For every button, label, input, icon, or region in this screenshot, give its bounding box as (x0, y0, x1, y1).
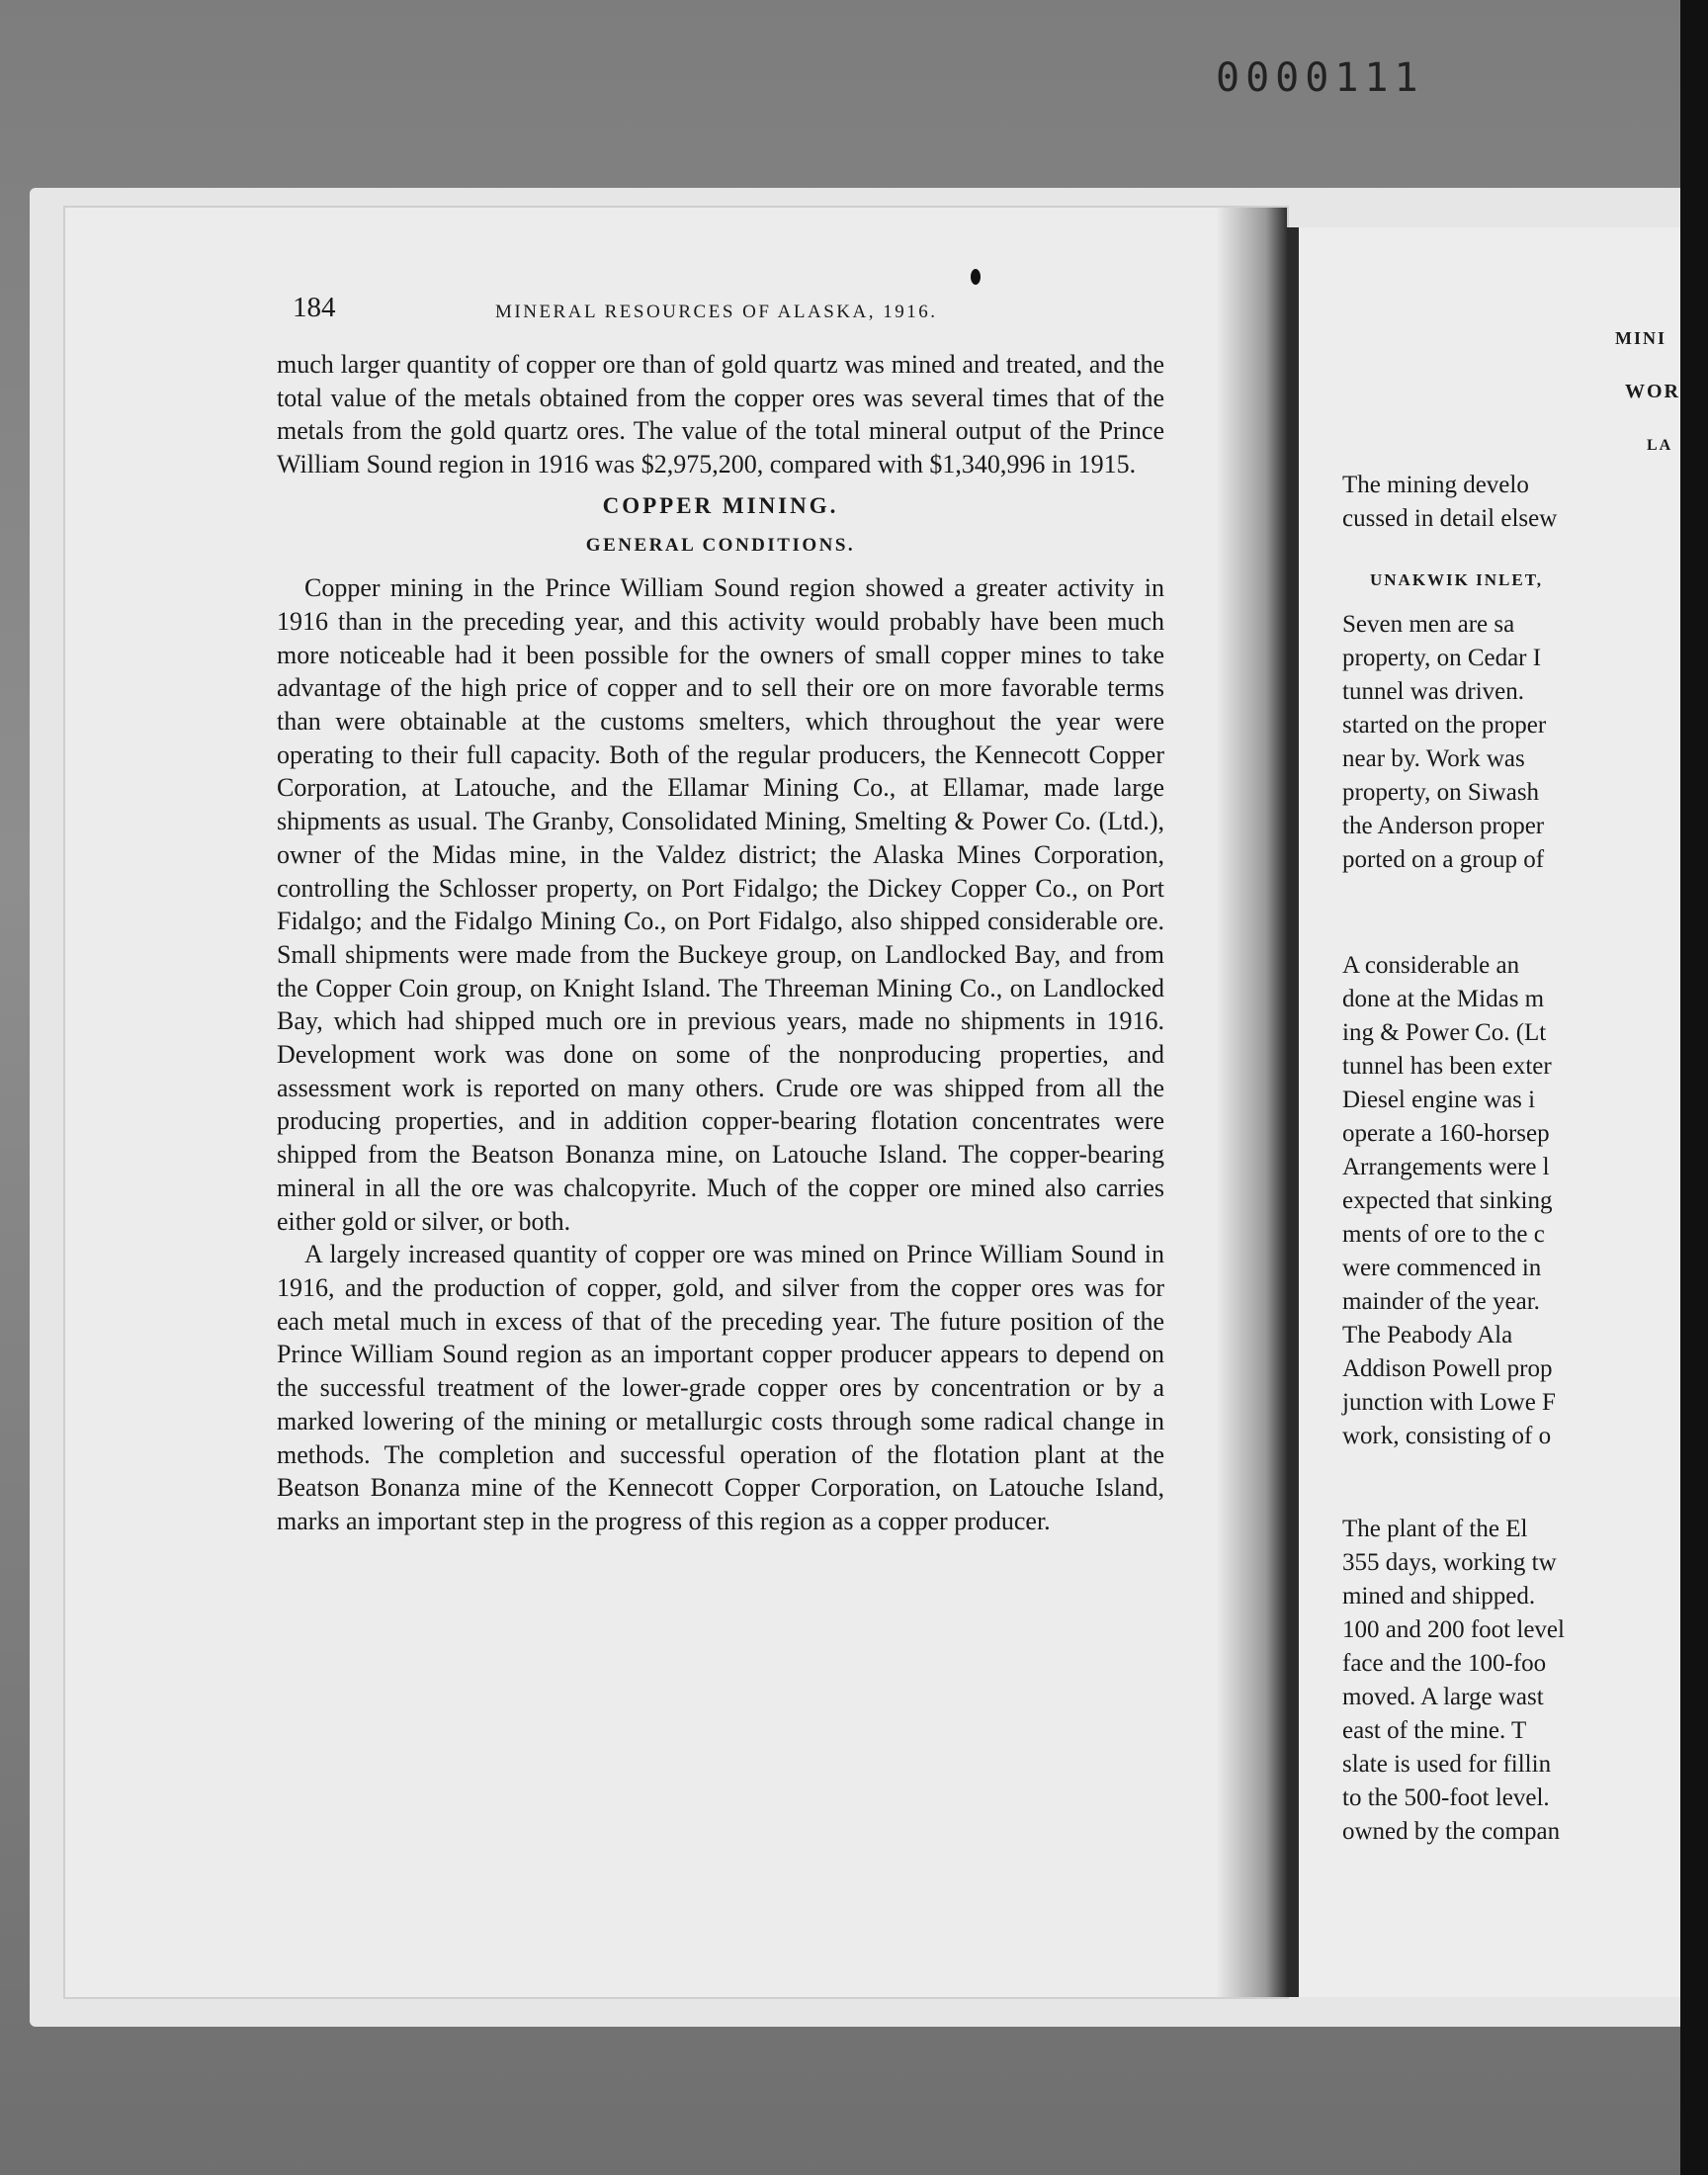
right-line: operate a 160-horsep (1342, 1120, 1550, 1147)
right-line: done at the Midas m (1342, 986, 1545, 1012)
right-line: Seven men are sa (1342, 611, 1515, 638)
archive-stamp-number: 0000111 (1216, 55, 1424, 101)
ink-speck (971, 269, 981, 285)
right-line: mainder of the year. (1342, 1288, 1540, 1315)
page-header (293, 292, 984, 331)
right-line: ported on a group of (1342, 846, 1545, 873)
right-heading-2: LA (1647, 437, 1673, 454)
right-line: The plant of the El (1342, 1516, 1528, 1542)
right-line: near by. Work was (1342, 745, 1525, 772)
right-line: east of the mine. T (1342, 1717, 1527, 1744)
right-line: 100 and 200 foot level (1342, 1616, 1565, 1643)
right-line: started on the proper (1342, 712, 1547, 739)
right-line: property, on Cedar I (1342, 645, 1542, 671)
right-line: face and the 100-foo (1342, 1650, 1547, 1677)
right-page-fragment (1299, 227, 1680, 1997)
right-line: ments of ore to the c (1342, 1221, 1545, 1248)
right-line: tunnel has been exter (1342, 1053, 1552, 1080)
right-line: cussed in detail elsew (1342, 505, 1558, 532)
subsection-title: GENERAL CONDITIONS. (585, 534, 856, 556)
right-line: slate is used for fillin (1342, 1751, 1552, 1778)
running-head: MINERAL RESOURCES OF ALASKA, 1916. (495, 302, 938, 322)
left-page-body (277, 348, 1164, 1538)
intro-paragraph: much larger quantity of copper ore than of gold quartz was mined and treated, and the total value of the metals obtained from the copper ores was several times that of the metals from the gold quartz ores. The value of the total mineral output of the Prince William Sound region in 1916 was $2,975,200, compared with $1,340,996 in 1915. (277, 350, 1164, 479)
right-page-text (1299, 227, 1680, 1997)
scan-right-edge (1680, 0, 1708, 2175)
right-line: junction with Lowe F (1342, 1389, 1556, 1416)
right-line: mined and shipped. (1342, 1583, 1536, 1610)
right-line: Arrangements were l (1342, 1154, 1550, 1180)
book-spine (1287, 227, 1299, 1997)
right-line: A considerable an (1342, 952, 1520, 979)
right-line: work, consisting of o (1342, 1423, 1552, 1449)
gutter-shadow (1216, 208, 1287, 1997)
section-title: COPPER MINING. (602, 492, 839, 518)
right-line: to the 500-foot level. (1342, 1784, 1550, 1811)
right-running-head: MINI (1615, 328, 1666, 348)
right-subhead: UNAKWIK INLET, (1370, 570, 1544, 589)
right-line: Addison Powell prop (1342, 1355, 1553, 1382)
right-heading-1: WOR (1625, 381, 1680, 402)
right-line: property, on Siwash (1342, 779, 1540, 806)
body-paragraph-2: A largely increased quantity of copper ore was mined on Prince William Sound in 1916, and the production of copper, gold, and silver from the copper ores was for each metal much in excess of that of the preceding year. The future position of the Prince William Sound region as an important copper producer appears to depend on the successful treatment of the lower-grade copper ores by concentration or by a marked lowering of the mining or metallurgic costs through some radical change in methods. The completion and successful operation of the flotation plant at the Beatson Bonanza mine of the Kennecott Copper Corporation, on Latouche Island, marks an important step in the progress of this region as a copper producer. (277, 1240, 1164, 1535)
right-line: tunnel was driven. (1342, 678, 1524, 705)
right-line: The Peabody Ala (1342, 1322, 1513, 1348)
right-line: were commenced in (1342, 1255, 1542, 1281)
right-line: expected that sinking (1342, 1187, 1553, 1214)
right-line: 355 days, working tw (1342, 1549, 1557, 1576)
right-line: Diesel engine was i (1342, 1087, 1536, 1113)
page-number: 184 (293, 292, 336, 323)
right-line: the Anderson proper (1342, 813, 1545, 839)
right-line: moved. A large wast (1342, 1684, 1544, 1710)
right-line: The mining develo (1342, 472, 1529, 498)
right-line: owned by the compan (1342, 1818, 1561, 1845)
right-line: ing & Power Co. (Lt (1342, 1019, 1547, 1046)
body-paragraph-1: Copper mining in the Prince William Sound region showed a greater activity in 1916 than in the preceding year, and this activity would probably have been much more noticeable had it been possible for the owners of small copper mines to take advantage of the high price of copper and to sell their ore on more favorable terms than were obtainable at the customs smelters, which throughout the year were operating to their full capacity. Both of the regular producers, the Kennecott Copper Corporation, at Latouche, and the Ellamar Mining Co., at Ellamar, made large shipments as usual. The Granby, Consolidated Mining, Smelting & Power Co. (Ltd.), owner of the Midas mine, in the Valdez district; the Alaska Mines Corporation, controlling the Schlosser property, on Port Fidalgo; the Dickey Copper Co., on Port Fidalgo; and the Fidalgo Mining Co., on Port Fidalgo, also shipped considerable ore. Small shipments were made from the Buckeye group, on Landlocked Bay, and from the Copper Coin group, on Knight Island. The Threeman Mining Co., on Landlocked Bay, which had shipped much ore in previous years, made no shipments in 1916. Development work was done on some of the nonproducing properties, and assessment work is reported on many others. Crude ore was shipped from all the producing properties, and in addition copper-bearing flotation concentrates were shipped from the Beatson Bonanza mine, on Latouche Island. The copper-bearing mineral in all the ore was chalcopyrite. Much of the copper ore mined also carries either gold or silver, or both. (277, 573, 1164, 1236)
